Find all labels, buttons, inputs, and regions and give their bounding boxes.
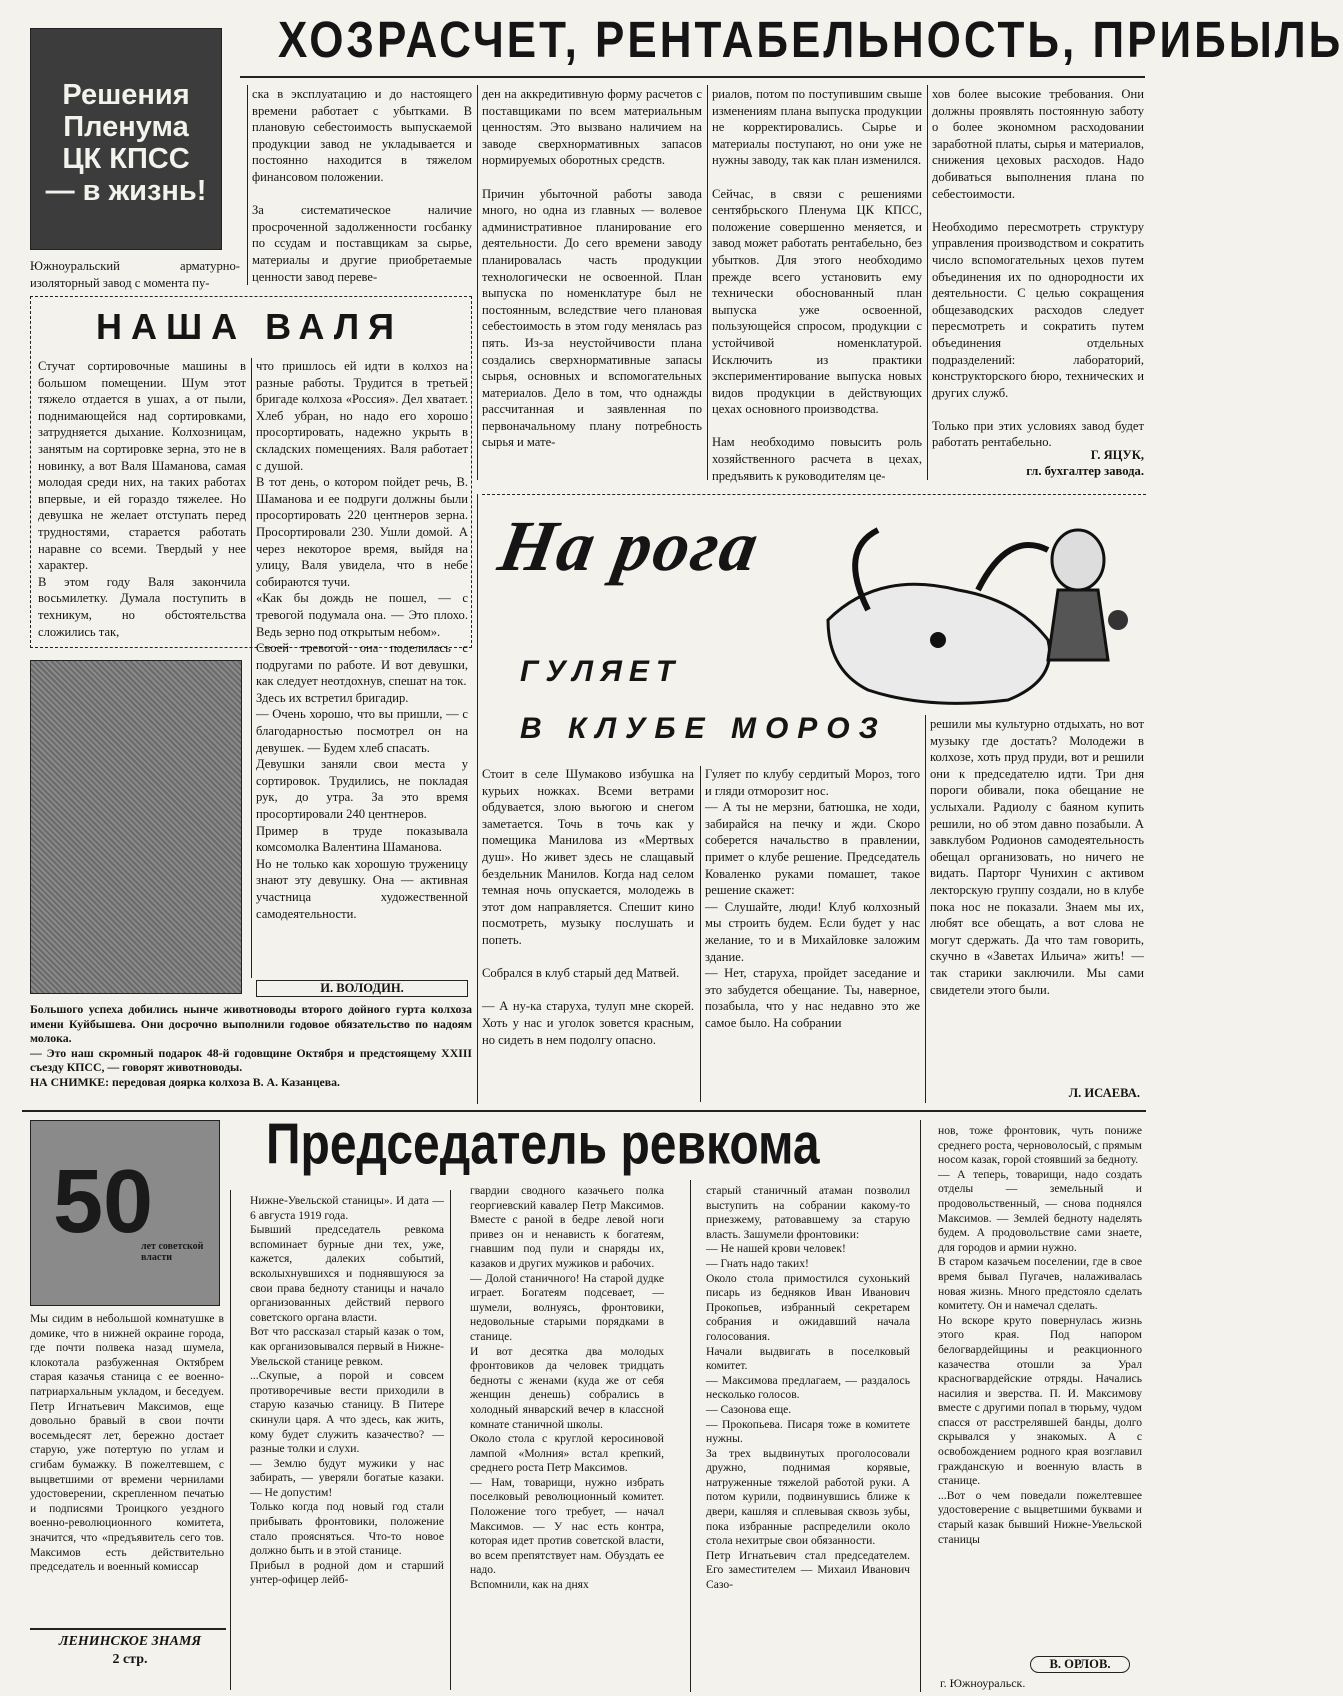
frost-signature: Л. ИСАЕВА. [1068, 1086, 1140, 1100]
revkom-col2: Нижне-Увельской станицы». И дата — 6 августа 1919 года. Бывший председатель ревкома вспоминает бурные дни тех, уже, кажется, далеких событий, всколыхнувшихся и поднявшуюся за свои права бедноту станицы и начало организованных действий первого советского органа власти. Вот что рассказал старый казак о том, как организовывался первый в Нижне-Увельской станице ревком. ...Скупые, а порой и совсем противоречивые вести приходили в старую казачью станицу. В Питере скинули царя. А что здесь, как жить, кому будет служить казачество? — разные толки и слухи. — Землю будут мужики у нас забирать, — уверяли богатые казаки. — Не допустим! Только когда под новый год стали прибывать фронтовики, положение стало проясняться. Что-то новое должно быть и в этой станице. Прибыл в родной дом и старший унтер-офицер лейб- [250, 1194, 444, 1587]
article1-col3: ден на аккредитивную форму расчетов с поставщиками по всем материальным ценностям. Это вызвано наличием на заводе сверхнормативных запасов нормируемых оборотных средств. Причин убыточной работы завода много, но одна из главных — волевое административное планирование его деятельности. До сего времени заводу планировалась часть продукции технологически не освоенной. План выпуска по номенклатуре был не постоянным, вследствие чего плановая себестоимость в этом году менялась раз пять. Из-за неустойчивости плана создались сверхнормативные запасы сырья, основных и вспомогательных материалов. Дело в том, что однажды рассчитанная и заявленная по первоначальному плану потребность сырья и мате- [482, 87, 702, 450]
frost-col1: Стоит в селе Шумаково избушка на курьих ножках. Всеми ветрами обдувается, злою вьюгою и снегом заметается. Точь в точь как у помещика Манилова из «Мертвых душ». Но живет здесь не слащавый бездельник Манилов. Когда над селом темная ночь опускается, молодежь в этот дом направляется. Спешит кино посмотреть, музыку послушать и попеть. Собрался в клуб старый дед Матвей. — А ну-ка старуха, тулуп мне скорей. Хоть у нас и уголок зовется красным, но сидеть в нем подолгу опасно. [482, 767, 694, 1047]
milkmaid-photo [30, 660, 242, 994]
anniversary-badge [30, 1120, 220, 1306]
article1-col4: риалов, потом по поступившим свыше изменениям плана выпуска продукции не корректировались. Сырье и материалы поступают, но они уже не нужны заводу, так как план изменился. Сейчас, в связи с решениями сентябрьского Пленума ЦК КПСС, положение совершенно меняется, и завод может работать рентабельно, без убытков. Для этого необходимо прежде всего установить ему технически обоснованный план выпуска уже освоенной, пользующейся спросом, продукции с устойчивой номенклатурой. Исключить из практики экспериментирование выпуска новых видов продукции в действующих цехах основного производства. Нам необходимо повысить роль хозяйственного расчета в цехах, предъявить к руководителям це- [712, 87, 922, 483]
revkom-col5: нов, тоже фронтовик, чуть пониже среднего роста, черноволосый, с прямым носом казак, горой стоявший за бедноту. — А теперь, товарищи, надо создать отделы — земельный и продовольственный, — снова поднялся Максимов. — Землей бедноту наделять будем. А продовольствие сами знаете, для городов и армии нужно. В старом казачьем поселении, где в свое время бывал Пугачев, налаживалась новая жизнь. Много предстояло сделать комитету. Он и намечал сделать. Но вскоре круто повернулась жизнь этого края. Под напором белогвардейщины и реакционного казачества отошли за Урал красногвардейские отряды. Начались насилия и зверства. П. И. Максимову вместе с другими попал в тюрьму, чудом спасся от расстрелявшей банды, долго скрывался у знакомых. А с освобождением родного края возглавил гражданскую и военную власть в станице. ...Вот о чем поведали пожелтевшее удостоверение с выцветшими буквами и старый казак бывший Нижне-Увельской станицы [938, 1124, 1142, 1546]
photo-caption: Большого успеха добились нынче животноводы второго дойного гурта колхоза имени Куйбышева. Они досрочно выполнили годовое обязательство по надоям молока. — Это наш скромный подарок 48-й годовщине Октября и предстоящему XXIII съезду КПСС, — говорят животноводы. НА СНИМКЕ: передовая доярка колхоза В. А. Казанцева. [30, 1002, 472, 1089]
revkom-col3: гвардии сводного казачьего полка георгиевский кавалер Петр Максимов. Вместе с раной в бедре левой ноги привез он и ненависть к богатеям, гнавшим под пули и снаряды их, казаков и других мужиков и рабочих. — Долой станичного! На старой дудке играет. Богатеям подсевает, — шумели, волнуясь, фронтовики, недовольные старыми порядками в станице. И вот десятка два молодых фронтовиков да человек тридцать бедноты с женами (куда же от себя женщин денешь) собрались в холодный январский вечер в классной комнате станичной школы. Около стола с круглой керосиновой лампой «Молния» встал крепкий, среднего роста Петр Максимов. — Нам, товарищи, нужно избрать поселковый революционный комитет. Положение того требует, — начал Максимов. — У нас есть контра, которая идет против советской власти, во всем препятствует нам. Обуздать ее надо. Вспомнили, как на днях [470, 1184, 664, 1592]
page-number: 2 стр. [112, 1652, 148, 1667]
anniversary-number: 50 [53, 1152, 154, 1252]
article1-col5: хов более высокие требования. Они должны проявлять постоянную заботу о более экономном расходовании заработной платы, сырья и материалов, снижения цеховых расходов. Надо добиваться выполнения плана по себестоимости. Необходимо пересмотреть структуру управления производством и сократить число вспомогательных цехов путем объединения их по однородности их деятельности. С целью сокращения общезаводских расходов следует пересмотреть и сократить путем объединения отдельных подразделений: лабораторий, конструкторского бюро, технических и других служб. Только при этих условиях завод будет работать рентабельно. [932, 87, 1144, 450]
article1-signature: Г. ЯЦУК, [1090, 448, 1144, 462]
anniversary-caption: лет советской власти [141, 1241, 204, 1263]
frost-headline-1: ГУЛЯЕТ [520, 655, 682, 688]
article1-signature-title: гл. бухгалтер завода. [1026, 464, 1144, 478]
revkom-location: г. Южноуральск. [940, 1676, 1026, 1690]
valya-signature: И. ВОЛОДИН. [256, 980, 468, 997]
cartoon-illustration [808, 510, 1144, 720]
headline-underline [240, 76, 1145, 78]
valya-col2: что пришлось ей идти в колхоз на разные работы. Трудится в третьей бригаде колхоза «Россия». Дел хватает. Хлеб убран, но надо его хорошо просортировать, надежно укрыть в складских помещениях. Валя работает с душой. В тот день, о котором пойдет речь, В. Шаманова и ее подруги должны были просортировать 220 центнеров зерна. Просортировали 230. Ушли домой. А через некоторое время, выйдя на улицу, Валя увидела, что в небе собираются тучи. «Как бы дождь не пошел, — с тревогой подумала она. — Это плохо. Ведь зерно под открытым небом». Своей тревогой она поделилась с подругами по работе. И вот девушки, как следует неотдохнув, спешат на ток. Здесь их встретил бригадир. — Очень хорошо, что вы пришли, — с благодарностью посмотрел он на девушек. — Будем хлеб спасать. Девушки заняли свои места у сортировок. Трудились, не покладая рук, до утра. За это время просортировали 240 центнеров. Пример в труде показывала комсомолка Валентина Шаманова. Но не только как хорошую труженицу знают эту девушку. Она — активная участница художественной самодеятельности. [256, 359, 468, 921]
slogan-badge [30, 28, 222, 250]
frost-col3: решили мы культурно отдыхать, но вот музыку где достать? Молодежи в колхозе, хоть пруд пруди, вот и решили они к председателю идти. Три дня пороги обивали, пока обещание не услыхали. Радиолу с баяном купить решили, но об этом давно позабыли. А завклубом Родионов самодеятельность обещал организовать, но ничего не видать. Парторг Чунихин с активом лекторскую группу создали, но в клубе пока нос не показали. Знаем мы их, любят все обещать, а вот слова не могут сдержать. Да что там говорить, скучно в «Заветах Ильича» жить! — так старики заключили. Мы сами свидетели этого были. [930, 717, 1144, 997]
na-roga-rubric: На рога [493, 506, 766, 586]
article1-lead: Южноуральский арматурно-изоляторный завод с момента пу- [30, 259, 240, 290]
frost-headline-2: В КЛУБЕ МОРОЗ [520, 712, 887, 745]
revkom-headline: Председатель ревкома [266, 1113, 820, 1177]
revkom-signature: В. ОРЛОВ. [1030, 1656, 1130, 1673]
paper-name: ЛЕНИНСКОЕ ЗНАМЯ [58, 1634, 202, 1649]
valya-headline: НАША ВАЛЯ [96, 306, 403, 347]
main-headline: ХОЗРАСЧЕТ, РЕНТАБЕЛЬНОСТЬ, ПРИБЫЛЬ [278, 12, 1343, 69]
article1-col2: ска в эксплуатацию и до настоящего времени работает с убытками. В плановую себестоимость выпускаемой продукции завод не укладывается и постоянно находится в тяжелом финансовом положении. За систематическое наличие просроченной задолженности госбанку по ссудам и поставщикам за сырье, материалы и другие приобретаемые ценности завод переве- [252, 87, 472, 284]
slogan-badge-text: Решения Пленума ЦК КПСС — в жизнь! [45, 79, 207, 207]
valya-col1: Стучат сортировочные машины в большом помещении. Шум этот тяжело отдается в ушах, а от пыли, поднимающейся над сортировками, затрудняется дыхание. Колхозницам, занятым на сортировке зерна, это не в новинку, а вот Валя Шаманова, самая молодая среди них, на таких работах впервые, и ей гораздо тяжелее. Но девушка не желает отступать перед трудностями, старается работать наравне со всеми. Твердый у нее характер. В этом году Валя закончила восьмилетку. Думала поступить в техникум, но обстоятельства сложились так, [38, 359, 246, 639]
frost-col2: Гуляет по клубу сердитый Мороз, того и гляди отморозит нос. — А ты не мерзни, батюшка, не ходи, забирайся на печку и жди. Скоро соберется начальство в правлении, примет о клубе решение. Председатель Коваленко руками помашет, такое решение скажет: — Слушайте, люди! Клуб колхозный мы строить будем. Если будет у нас желание, то и в Михайловке заложим здание. — Нет, старуха, пройдет заседание и это забудется обещание. Ты, наверное, позабыла, что у нас недавно это же самое было. На собрании [705, 767, 920, 1030]
revkom-col1: Мы сидим в небольшой комнатушке в домике, что в нижней окраине города, где почти полвека назад шумела, клокотала разбуженная Октябрем старая казачья станица с ее военно-патриархальным укладом, и беседуем. Петр Игнатьевич Максимов, еще довольно бравый в свои почти восемьдесят лет, бережно достает старую, уже потертую по углам и сгибам бумажку. В пожелтевшем, с выцветшими от времени чернилами удостоверении, скрепленном печатью и подписями Троицкого уездного военно-революционного комитета, значится, что «предъявитель сего тов. Максимов есть действительно председатель и военный комиссар [30, 1312, 224, 1574]
revkom-col4: старый станичный атаман позволил выступить на собрании какому-то приезжему, ратовавшему за старую власть. Зашумели фронтовики: — Не нашей крови человек! — Гнать надо таких! Около стола примостился сухонький писарь из бедняков Иван Иванович Прокопьев, избранный секретарем собрания и ожидавший начала голосования. Начали выдвигать в поселковый комитет. — Максимова предлагаем, — раздалось несколько голосов. — Сазонова еще. — Прокопьева. Писаря тоже в комитете нужны. За трех выдвинутых проголосовали дружно, поднимая корявые, натруженные тяжелой работой руки. А потом курили, подвинувшись ближе к двери, кашляя и сплевывая сквозь зубы, пока избранные распределили около стола нехитрые свои обязанности. Петр Игнатьевич стал председателем. Его заместителем — Михаил Иванович Сазо- [706, 1184, 910, 1592]
